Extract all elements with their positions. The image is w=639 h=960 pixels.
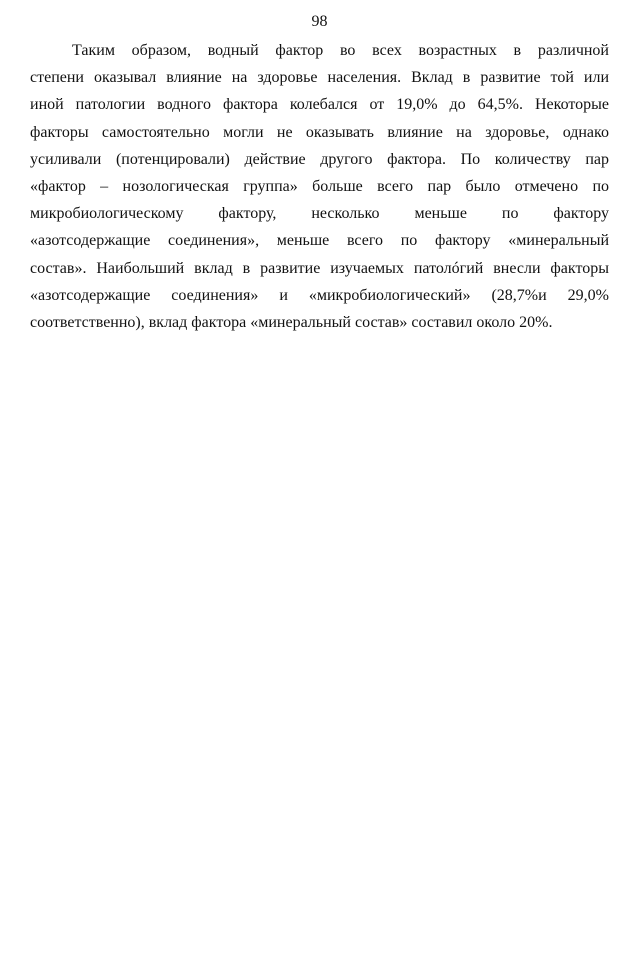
text-line: степени оказывал влияние на здоровье населения. Вклад в развитие той или (30, 69, 609, 87)
text-line: «азотсодержащие соединения», меньше всего по фактору «минеральный (30, 232, 609, 250)
text-line: микробиологическому фактору, несколько меньше по фактору (30, 205, 609, 223)
text-line: соответственно), вклад фактора «минеральный состав» составил около 20%. (30, 313, 553, 331)
text-line: Таким образом, водный фактор во всех возрастных в различной (72, 42, 609, 59)
text-line: иной патологии водного фактора колебался от 19,0% до 64,5%. Некоторые (30, 96, 609, 114)
text-line: факторы самостоятельно могли не оказывать влияние на здоровье, однако (30, 123, 609, 141)
text-line: «азотсодержащие соединения» и «микробиологический» (28,7%и 29,0% (30, 286, 609, 304)
text-line: «фактор – нозологическая группа» больше всего пар было отмечено по (30, 177, 609, 195)
body-paragraph (30, 37, 609, 336)
text-line: усиливали (потенцировали) действие другого фактора. По количеству пар (30, 150, 609, 168)
text-line: состав». Наибольший вклад в развитие изучаемых патолóгий внесли факторы (30, 259, 609, 277)
page-number: 98 (311, 13, 328, 30)
